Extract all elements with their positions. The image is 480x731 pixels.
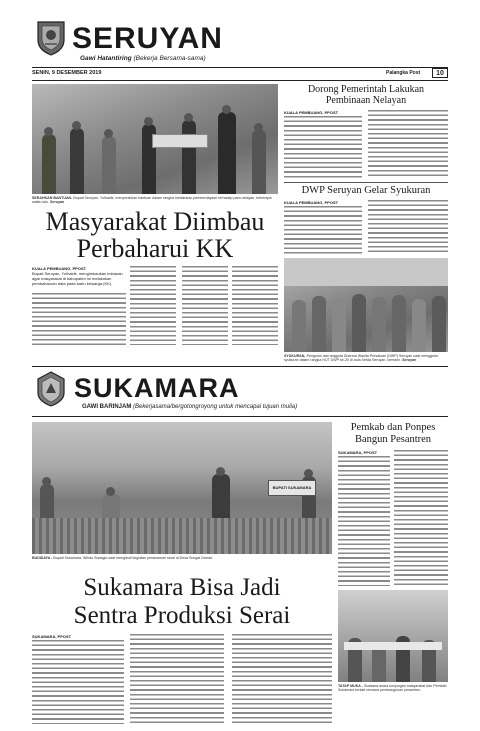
article1-headline-line2: Perbaharui KK xyxy=(76,234,234,263)
article5-body-col2 xyxy=(394,450,448,586)
article4-body-col2 xyxy=(130,634,224,724)
article5-dateline: SUKAMARA, PPOST xyxy=(338,450,378,455)
article4-caption-text: Bupati Sukamara, Windu Subagio saat mengikuti kegiatan penanaman serai di Desa Sungai Damar. xyxy=(53,556,213,560)
sukamara-rule-bottom xyxy=(32,416,448,417)
seruyan-tagline-row xyxy=(80,55,206,62)
article3-caption-lead: SYUKURAN- xyxy=(284,354,306,358)
article5-headline-line2: Bangun Pesantren xyxy=(354,434,432,445)
article2-headline xyxy=(284,84,448,106)
sukamara-tagline-row xyxy=(82,404,297,410)
article4-headline-line2: Sentra Produksi Serai xyxy=(73,602,291,629)
article1-photo xyxy=(32,84,278,194)
seruyan-crest-icon xyxy=(36,20,66,56)
article1-caption-lead: SERAHKAN BANTUAN- xyxy=(32,196,73,200)
article2-headline-line2: Pembinaan Nelayan xyxy=(325,95,407,106)
seruyan-tagline-note: (Bekerja Bersama-sama) xyxy=(133,55,206,62)
article3-headline: DWP Seruyan Gelar Syukuran xyxy=(301,185,431,196)
article3-caption-text: Pengurus dan anggota Dharma Wanita Persatuan (DWP) Seruyan saat menggelar syukuran dalam rangka HUT DWP ke-20 di aula Setda Seruyan, kemarin. xyxy=(284,354,439,363)
article1-body-col4 xyxy=(232,266,278,345)
article4-caption xyxy=(32,556,332,560)
section-divider xyxy=(284,182,448,183)
article4-photo xyxy=(32,422,332,554)
article3-dateline: KUALA PEMBUANG, PPOST xyxy=(284,200,339,205)
article4-body-col1 xyxy=(32,640,124,724)
article1-headline xyxy=(32,208,278,262)
article1-caption-text: Bupati Seruyan, Yulhaidir, menyerahkan bantuan dalam rangka melakukan pemberdayaan terhadap para nelayan, beberapa waktu lalu. xyxy=(32,196,272,205)
article4-body-col3 xyxy=(232,634,332,724)
article1-lede: Bupati Seruyan, Yulhaidir, mengimbaukan imbauan agar masyarakat di kabupaten ini melakukan pembaharuan data pada kartu keluarga (KK). xyxy=(32,271,123,286)
article1-headline-line1: Masyarakat Diimbau xyxy=(45,207,265,236)
article5-headline-line1: Pemkab dan Ponpes xyxy=(350,422,436,433)
page-number: 10 xyxy=(432,68,448,78)
seruyan-tagline: Gawi Hatantiring xyxy=(80,55,132,62)
article4-caption-lead: BUDIDAYA - xyxy=(32,556,53,560)
article5-caption-text: Suasana acara kunjungan masyarakat dan Pemkab Sukamara terkait rencana pembangunan pesantren. xyxy=(338,684,447,693)
article5-caption-lead: TATAP MUKA - xyxy=(338,684,363,688)
article3-photo xyxy=(284,258,448,352)
masthead-rule-bottom xyxy=(32,80,448,81)
article1-body-col3 xyxy=(182,266,228,345)
article1-dateline: KUALA PEMBUANG, PPOST xyxy=(32,266,87,271)
article5-caption xyxy=(338,684,448,693)
edition-name: Palangka Post xyxy=(386,70,421,76)
article1-body-col2 xyxy=(130,266,176,345)
sukamara-tagline-note: (Bekerjasama/bergotongroyong untuk mencapai tujuan mulia) xyxy=(133,404,298,410)
sukamara-rule-top xyxy=(32,366,448,367)
article4-sign: BUPATI SUKAMARA xyxy=(268,480,316,496)
sukamara-tagline: GAWI BARINJAM xyxy=(82,404,132,410)
article4-dateline: SUKAMARA, PPOST xyxy=(32,634,72,639)
article2-headline-line1: Dorong Pemerintah Lakukan xyxy=(307,84,425,95)
seruyan-title: SERUYAN xyxy=(72,22,223,55)
sukamara-crest-icon xyxy=(36,371,66,407)
article5-body-col1 xyxy=(338,456,390,586)
article4-headline-line1: Sukamara Bisa Jadi xyxy=(83,574,281,601)
article3-caption-credit: Seruyan xyxy=(402,358,417,363)
sukamara-title: SUKAMARA xyxy=(74,373,240,403)
article2-body-col2 xyxy=(368,110,448,178)
issue-date: SENIN, 9 DESEMBER 2019 xyxy=(32,70,102,76)
article3-caption xyxy=(284,354,448,363)
article1-caption-credit: Seruyan xyxy=(49,200,65,205)
plaque-board xyxy=(152,134,208,148)
article2-body-col1 xyxy=(284,116,362,178)
article3-body-col1 xyxy=(284,206,362,254)
article5-headline xyxy=(338,422,448,446)
article1-body-col1 xyxy=(32,293,126,345)
article4-headline xyxy=(32,574,332,630)
article3-body-col2 xyxy=(368,200,448,254)
article1-caption xyxy=(32,196,278,205)
masthead-rule xyxy=(32,67,448,68)
article2-dateline: KUALA PEMBUANG, PPOST xyxy=(284,110,339,115)
article5-photo xyxy=(338,590,448,682)
